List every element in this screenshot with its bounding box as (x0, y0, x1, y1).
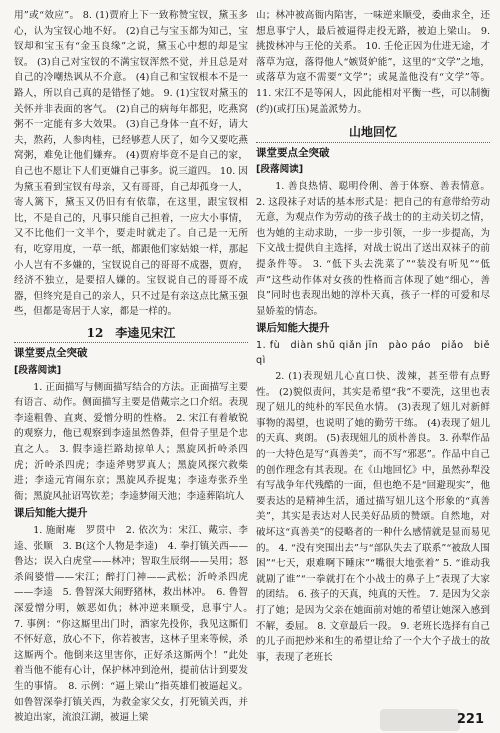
answer-paragraph: 2. (1)表现妞儿心直口快、泼辣，甚至带有点野性。 (2)貌似责问，其实是希望“我”不要洗，这里也表现了妞儿的纯朴的军民鱼水情。 (3)表现了妞儿对新鲜事物的渴望，也说明了她的勤劳干练。 (4)表现了妞儿的天真、爽朗。 (5)表现妞儿的质朴善良。 3. 孙犁作品的一大特色是写“真善美”，而不写“邪恶”。作品中自己的创作理念有其表现。在《山地回忆》中，虽然孙犁没有写战争年代残酷的一面，但也绝不是“回避现实”，他要表达的是精神生活，通过描写妞儿这个形象的“真善美”，其实是表达对人民美好品质的赞颂。自然地，对破坏这“真善美”的侵略者的一种什么感情就是显而易见的。 4. “没有突围出去”与“部队失去了联系”“被敌人围困”“七天，艰难啊下睡床”“嘴很大地张着” 5. “谁动我就剧了谁”“一拳就打在个小战士的鼻子上”表现了大家的团结。 6. 孩子的天真，纯真的天性。 7. 是因为父亲打了她；是因为父亲在她面前对她的希望让她深入感到不解，委屈。 8. 文章最后一段。 9. 老班长选择有自己的儿子而把炒米和生的希望让给了一个大个子战士的故事，表现了老班长 (256, 371, 490, 663)
section-heading: 课堂要点全突破 (14, 347, 88, 360)
section-heading: 课堂要点全突破 (256, 146, 330, 159)
book-page (14, 8, 500, 724)
subsection-label: [段落阅读] (256, 164, 304, 176)
chapter-title: 12 李逵见宋江 (14, 326, 248, 344)
subsection-label: [段落阅读] (14, 365, 62, 377)
answer-paragraph: 用”或“效应”。 8. (1)贾府上下一致称赞宝钗，黛玉多心，认为宝钗心地不好。 (2)自己与宝玉都为知己，宝钗却和宝玉有“金玉良缘”之说，黛玉心中想的却是宝钗。 (3)自己对宝钗的不满宝钗浑然不觉，并且总是对自己的冷嘲热讽从不介意。 (4)自己和宝钗根本不是一路人，所以自己真的是错怪了她。 9. (1)宝钗对黛玉的关怀并非表面的客气。 (2)自己的病每年都犯，吃燕窝粥不一定能有多大效果。 (3)自己身体一直不好，请大夫，熬药，人参肉桂，已经够惹人厌了，如今又要吃燕窝粥，难免让他们嫌弃。 (4)贾府毕竟不是自己的家，自己也不愿让下人们更嫌自己事多。说三道四。 10. 因为黛玉看到宝钗有母亲，又有哥哥，自己却孤身一人，寄人篱下，黛玉又仍旧有有依靠，在这里，跟宝钗相比，不是自己的，凡事只能自己担着，一应大小事情，又不比他们一文半个，要走时就走了。自己是一无所有，吃穿用度，一草一纸，都跟他们家姑娘一样，那起小人岂有不多嫌的，宝钗说自己的哥哥不成器，贾府，经济不独立，是要招人嫌的。宝钗说自己的哥哥不成器，但终究是自己的亲人，只不过是有亲这点比黛玉强些，但都是寄居于人家，都是一样的。 (14, 10, 248, 318)
answer-paragraph: 1. 正面描写与侧面描写结合的方法。正面描写主要有语言、动作。侧面描写主要是借戴宗之口介绍。表现李逵粗鲁、直爽、爱憎分明的性格。 2. 宋江有着敏锐的观察力，他已观察到李逵虽然鲁莽，但骨子里是个忠直之人。 3. 假李逵拦路劫掠单人；黑旋风折岭杀四虎；沂岭杀四虎；李逵斧劈罗真人；黑旋风探穴救柴进；李逵元宵闹东京；黑旋风乔捉鬼；李逵寿张乔坐衙；黑旋风扯诏骂钦差；李逵梦闹天池；李逵葬陷坑人 (14, 381, 248, 502)
chapter-title: 山地回忆 (256, 125, 490, 143)
section-heading: 课后知能大提升 (256, 322, 330, 335)
answer-paragraph: 1. 善良热情、聪明伶俐、善于体察、善表情意。 2. 这段袜子对话的基本形式是：把自己的有意带给劳动无意，为观点作为劳动的孩子战士的的主动关切之情，也为她的主动求助，一步一步引领，一步一步提高，为下文战士提供自主选择，对战士说出了送出双袜子的前提条件等。 3. “低下头去洗菜了”“装没有听见”“低声”这些动作体对女孩的性格而言体现了她“细心，善良”同时也表现出她的淳朴天真，孩子一样的可爱和尽显娇羞的情态。 (256, 180, 490, 317)
section-heading: 课后知能大提升 (14, 507, 88, 520)
page-number: 221 (456, 712, 484, 727)
watermark-logo (380, 709, 460, 731)
answer-paragraph: 山；林冲被高衙内陷害，一味逆来顺受，委曲求全，还想息事宁人，最后被逼得走投无路，被迫上梁山。 9. 挑拨林冲与王伦的关系。 10. 壬伦正因为仕进无途，才落草为寇，落得他人“嫉贤妒能”，这里的“文学”之地，或落草为寇不需要“文学”；或晁盖他没有“文学”等。 11. 宋江不是等闲人，因此能相对平衡一些，可以制衡(约)(或打压)晁盖派势力。 (256, 10, 490, 115)
answer-paragraph: 1. 施耐庵 罗贯中 2. 依次为：宋江、戴宗、李逵、张顺 3. B(这个人物是李逵) 4. 拳打镇关西——鲁达；误入白虎堂——林冲；智取生辰纲——吴用；怒杀阎婆惜——宋江；醉打门神——武松；沂岭杀四虎——李逵 5. 鲁智深大闹野猪林，救出林冲。 6. 鲁智深爱憎分明，嫉恶如仇；林冲逆来顺受，息事宁人。 7. 事例：“你这厮里出门时，酒家先投你，我见这厮们不怀好意，放心不下，你若被害，这林子里来等候，杀这厮两个。他倒来这里害你，正好杀这厮两个！”此处着当他不能有心计，保护林冲到沧州，提前估计到要发生的事情。 8. 示例：“逼上梁山”指英雄们被逼起义。如鲁智深拳打镇关西，为救金家父女，打死镇关西，并被迫出家，流浪江湖，被逼上梁 (14, 525, 258, 724)
left-column (14, 8, 258, 724)
pinyin-answer: 1. fù diàn shǔ qiǎn jīn pào páo piǎo biě qì (256, 339, 500, 367)
right-column (256, 8, 500, 720)
